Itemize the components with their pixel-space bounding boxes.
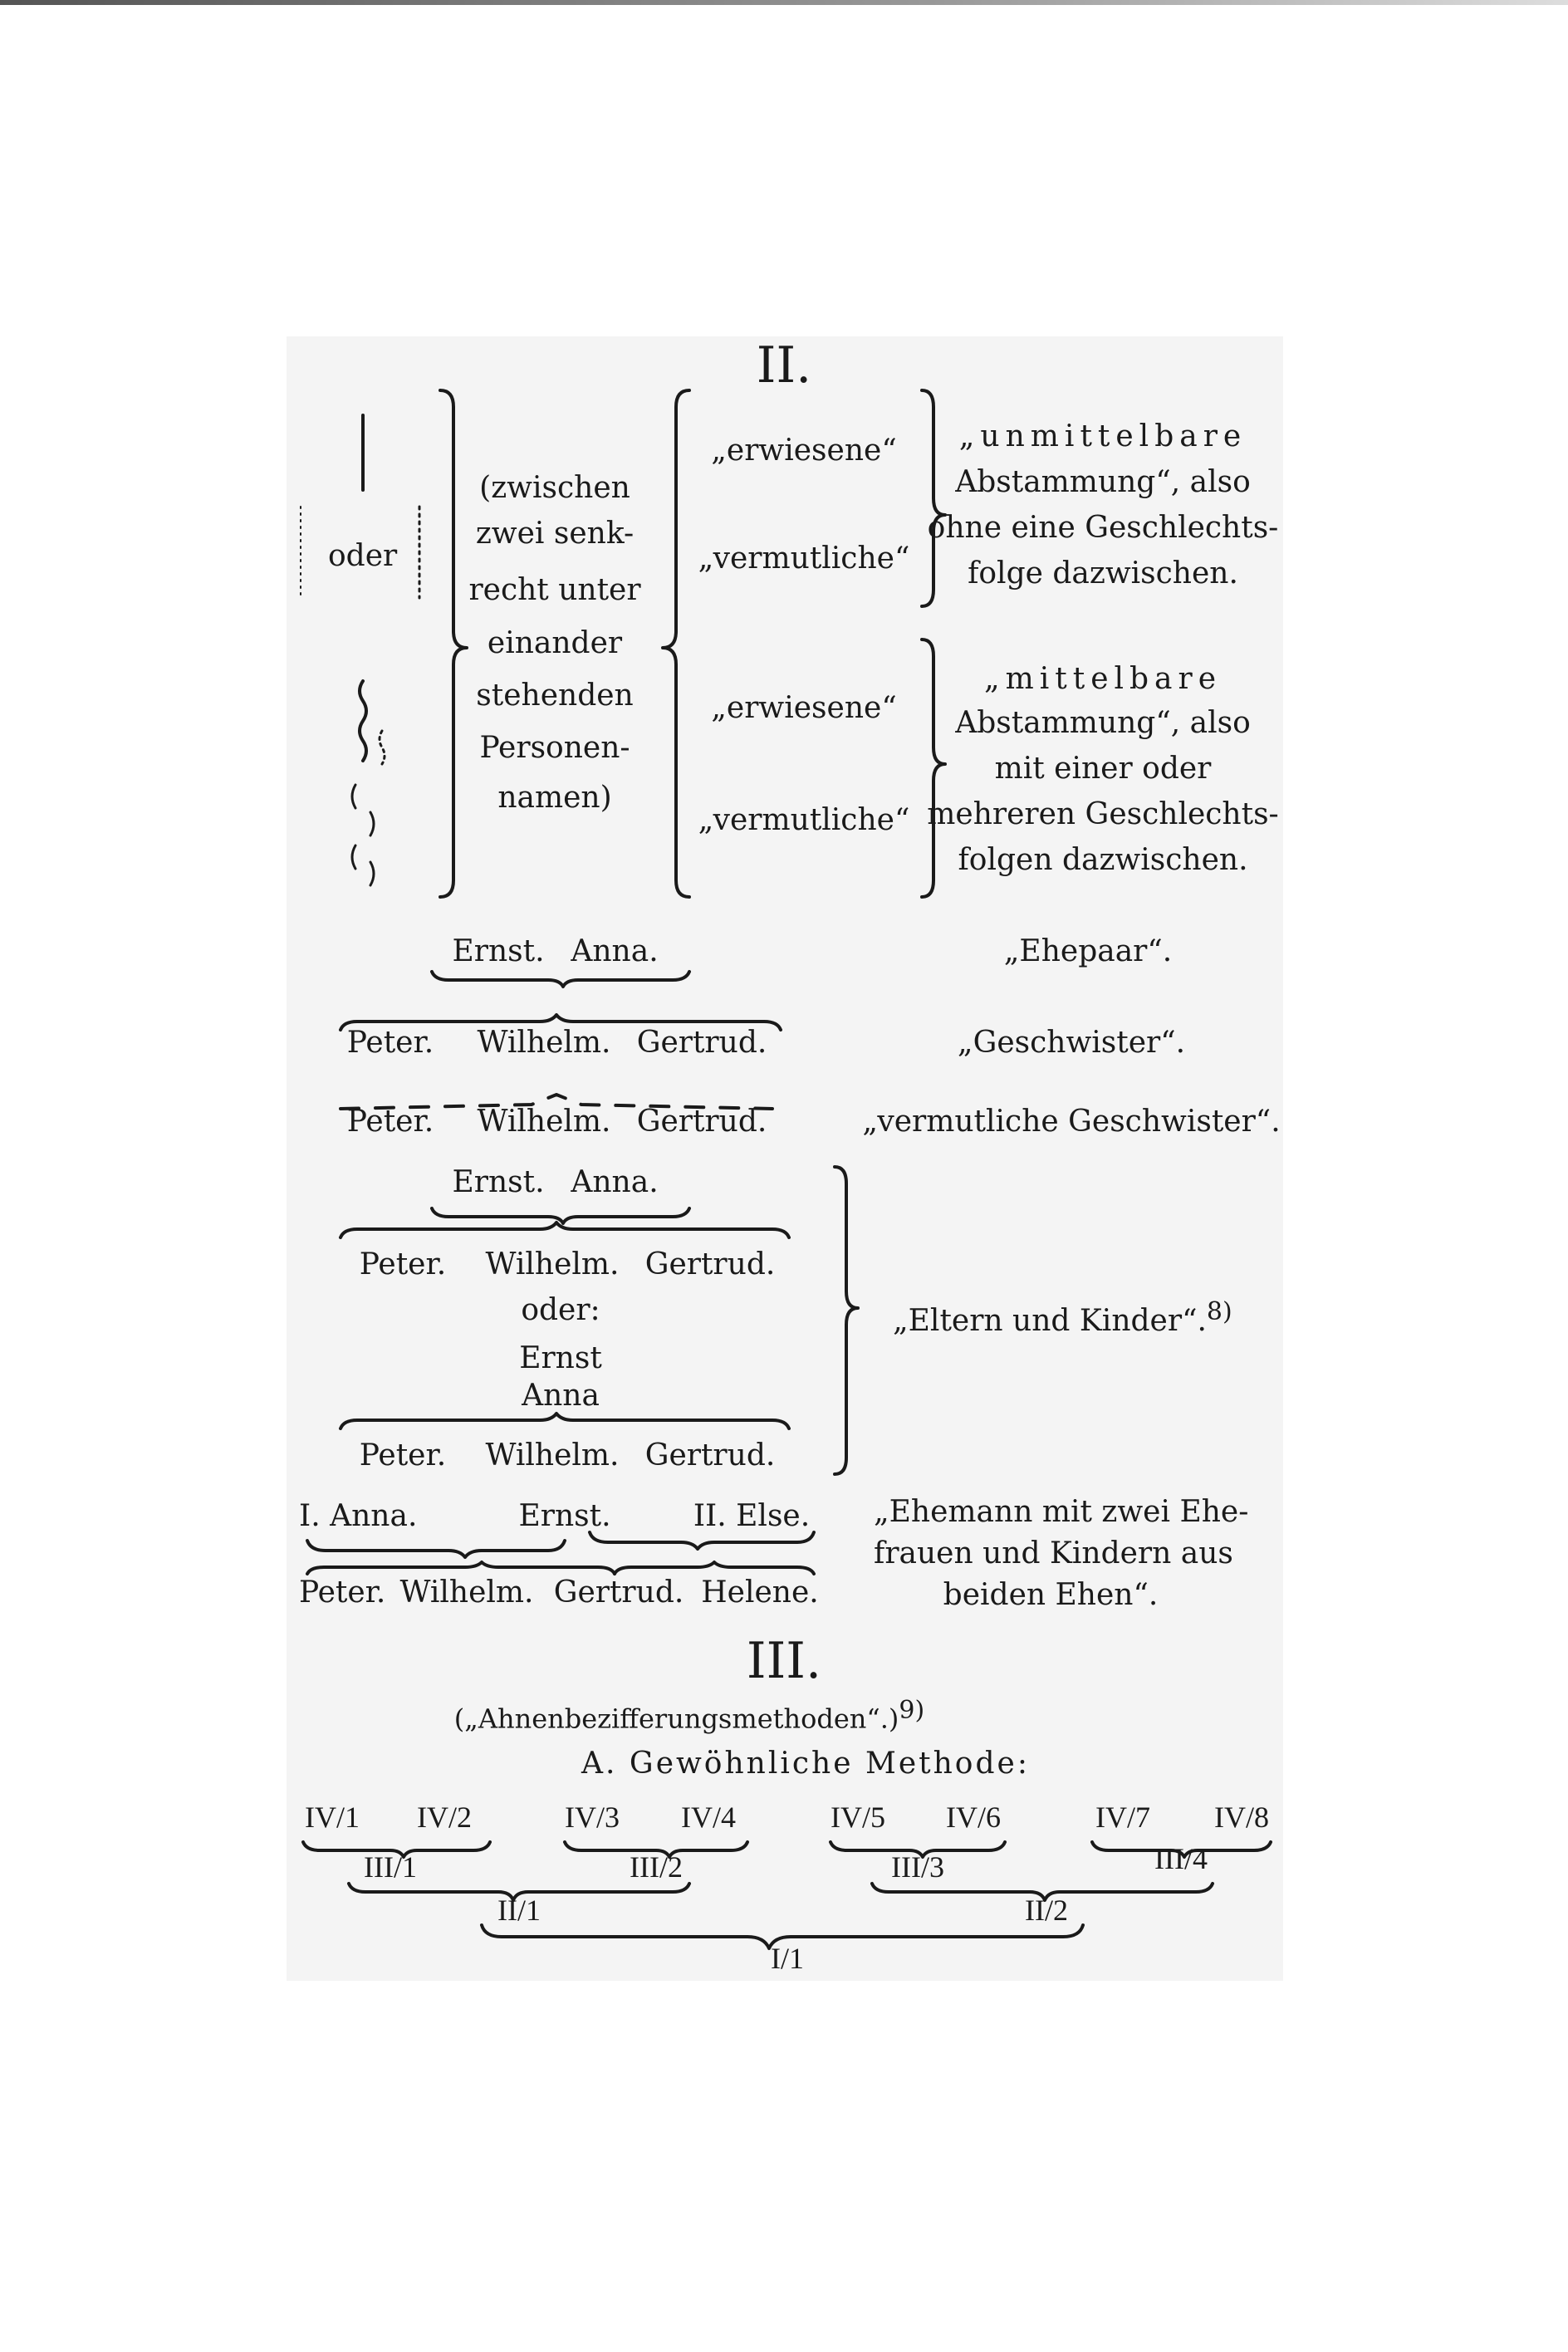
ancestor-iii-3: III/3 [891,1850,944,1884]
couple-name: Anna. [571,934,659,968]
indirect-meaning-line: mit einer oder [994,752,1212,786]
right-brace-parents-children [835,1167,858,1474]
ancestor-iv-6: IV/6 [946,1801,1001,1834]
husband: Ernst. [518,1499,611,1533]
children-brace-2 [341,1414,789,1428]
left-brace-meaning [663,390,689,897]
indirect-meaning-line: „mittelbare [983,662,1223,696]
presumed-siblings-label: „vermutliche Geschwister“. [862,1105,1281,1139]
wavy-vertical-line [360,681,366,761]
ancestor-iv-3: IV/3 [565,1801,620,1834]
ancestor-ii-2: II/2 [1025,1894,1068,1927]
child-two-wives: Helene. [701,1575,819,1610]
wavy-dotted-line [380,731,385,764]
parents-children-label-text: „Eltern und Kinder“. [893,1304,1207,1338]
first-marriage-children-brace [307,1562,615,1574]
notation-desc-line: zwei senk- [475,517,635,551]
direct-presumed: „vermutliche“ [698,541,910,576]
presumed-sibling-name: Wilhelm. [477,1105,611,1139]
ancestor-iv-4: IV/4 [681,1801,736,1834]
indirect-presumed: „vermutliche“ [698,803,910,837]
child-name: Wilhelm. [485,1247,620,1281]
couple-name: Ernst. [452,934,545,968]
ancestor-iv-1: IV/1 [305,1801,360,1834]
right-brace-indirect [922,639,945,897]
sibling-name: Gertrud. [636,1026,767,1060]
child-name: Peter. [359,1438,447,1472]
presumed-sibling-name: Peter. [346,1105,434,1139]
parents-brace [432,1208,689,1223]
direct-meaning-line: folge dazwischen. [968,556,1238,590]
notation-desc-line: stehenden [476,679,634,713]
couple-label: „Ehepaar“. [1003,934,1173,968]
direct-meaning-line: ohne eine Geschlechts- [927,511,1279,545]
ancestor-ii-1: II/1 [497,1894,541,1927]
ancestor-iii-1: III/1 [364,1850,417,1884]
paren-line-2 [370,812,374,835]
siblings-label: „Geschwister“. [957,1026,1186,1060]
notation-desc-line: recht unter [468,573,641,607]
parent-name: Anna. [571,1165,659,1199]
two-wives-label-line: „Ehemann mit zwei Ehe- [874,1495,1249,1529]
child-two-wives: Wilhelm. [399,1575,534,1610]
parents-children-label [893,1297,1232,1338]
ancestor-i-1: I/1 [771,1942,804,1975]
notation-desc-line: einander [487,626,623,660]
section-iii-subtitle [453,1696,925,1735]
section-ii-heading: II. [756,336,812,394]
footnote-9: 9) [899,1696,925,1725]
child-two-wives: Peter. [299,1575,386,1610]
direct-meaning-line: Abstammung“, also [955,465,1251,499]
indirect-meaning-line: mehreren Geschlechts- [927,797,1279,831]
first-wife: I. Anna. [299,1499,418,1533]
couple-brace [432,972,689,987]
ancestor-iii-2: III/2 [630,1850,683,1884]
second-wife: II. Else. [693,1499,811,1533]
ancestor-iv-2: IV/2 [417,1801,472,1834]
footnote-8: 8) [1206,1297,1232,1326]
sibling-name: Wilhelm. [477,1026,611,1060]
presumed-sibling-name: Gertrud. [636,1105,767,1139]
section-iii-heading: III. [746,1632,822,1690]
notation-desc-line: Personen- [479,731,630,765]
ancestor-iv-5: IV/5 [831,1801,885,1834]
parent-name: Ernst. [452,1165,545,1199]
ancestor-iv-7: IV/7 [1095,1801,1150,1834]
subtitle-text: („Ahnenbezifferungsmethoden“.) [453,1703,899,1735]
paren-line-4 [370,862,374,885]
method-title: A. Gewöhnliche Methode: [581,1747,1030,1781]
child-two-wives: Gertrud. [553,1575,684,1610]
sibling-name: Peter. [346,1026,434,1060]
two-wives-label-line: frauen und Kindern aus [874,1536,1233,1570]
child-name: Peter. [359,1247,447,1281]
indirect-meaning-line: folgen dazwischen. [958,843,1248,877]
children-brace-1 [341,1223,789,1237]
direct-meaning-line: „unmittelbare [958,419,1247,453]
right-brace-notation [440,390,467,897]
child-name: Gertrud. [644,1247,776,1281]
second-marriage-brace [590,1532,814,1549]
indirect-proven: „erwiesene“ [711,691,897,725]
paren-line-3 [352,845,355,869]
two-wives-label-line: beiden Ehen“. [943,1578,1159,1612]
ancestor-iii-4: III/4 [1154,1842,1208,1875]
first-marriage-brace [307,1541,565,1557]
child-name: Gertrud. [644,1438,776,1472]
notation-or: oder [328,539,398,573]
parents-children-or: oder: [521,1293,600,1327]
paren-line-1 [352,785,355,808]
child-name: Wilhelm. [485,1438,620,1472]
parent-stacked: Anna [522,1379,600,1413]
ancestor-iv-8: IV/8 [1214,1801,1269,1834]
direct-proven: „erwiesene“ [711,434,897,468]
indirect-meaning-line: Abstammung“, also [955,706,1251,740]
notation-desc-line: namen) [497,781,612,815]
right-brace-direct [922,390,945,606]
second-marriage-children-brace [615,1562,814,1574]
notation-desc-line: (zwischen [479,471,630,505]
parent-stacked: Ernst [519,1341,602,1375]
